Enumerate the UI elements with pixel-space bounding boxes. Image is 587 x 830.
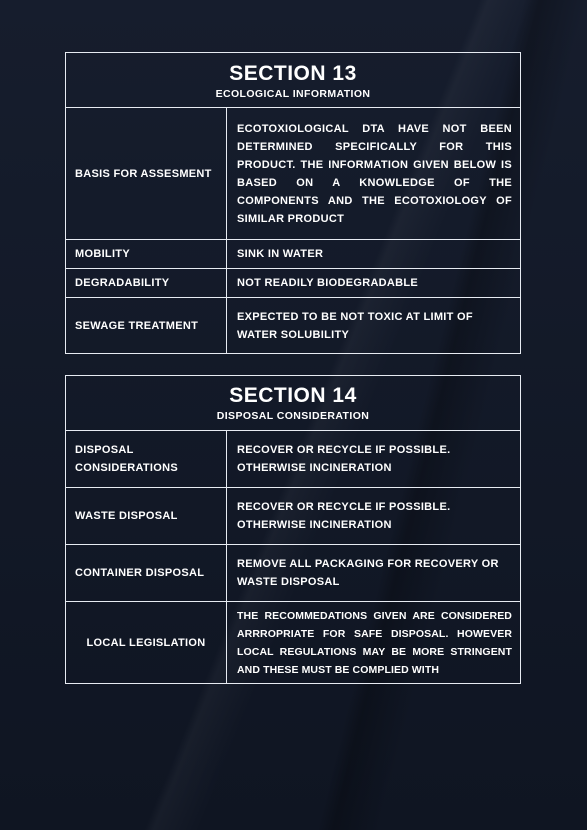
row-value: RECOVER OR RECYCLE IF POSSIBLE. OTHERWISE INCINERATION	[237, 501, 451, 531]
row-value: REMOVE ALL PACKAGING FOR RECOVERY OR WASTE DISPOSAL	[237, 558, 499, 588]
row-label: SEWAGE TREATMENT	[66, 298, 227, 353]
section-13-table	[65, 52, 521, 354]
section-13-subtitle: ECOLOGICAL INFORMATION	[215, 88, 371, 100]
row-label: BASIS FOR ASSESMENT	[66, 108, 227, 239]
row-value: SINK IN WATER	[237, 248, 324, 260]
row-value: RECOVER OR RECYCLE IF POSSIBLE. OTHERWISE INCINERATION	[237, 444, 451, 474]
section-14-title: SECTION 14	[229, 384, 357, 407]
table-row-local-legislation	[66, 602, 520, 683]
row-value: ECOTOXIOLOGICAL DTA HAVE NOT BEEN DETERMINED SPECIFICALLY FOR THIS PRODUCT. THE INFORMATION GIVEN BELOW IS BASED ON A KNOWLEDGE OF THE COMPONENTS AND THE ECOTOXIOLOGY OF SIMILAR PRODUCT	[237, 122, 512, 225]
row-label: MOBILITY	[66, 240, 227, 268]
row-label: CONTAINER DISPOSAL	[66, 545, 227, 601]
section-14-table	[65, 375, 521, 684]
table-row-mobility	[66, 240, 520, 269]
table-row-waste-disposal	[66, 488, 520, 545]
table-row-basis	[66, 108, 520, 240]
section-13-title: SECTION 13	[229, 62, 357, 85]
row-label: DISPOSAL CONSIDERATIONS	[66, 431, 227, 487]
table-row-degradability	[66, 269, 520, 298]
section-14-header	[66, 376, 520, 431]
section-13-header	[66, 53, 520, 108]
row-value: EXPECTED TO BE NOT TOXIC AT LIMIT OF WATER SOLUBILITY	[237, 310, 473, 341]
row-value: THE RECOMMEDATIONS GIVEN ARE CONSIDERED ARRROPRIATE FOR SAFE DISPOSAL. HOWEVER LOCAL REGULATIONS MAY BE MORE STRINGENT AND THESE MUST BE COMPLIED WITH	[237, 609, 512, 676]
table-row-disposal-considerations	[66, 431, 520, 488]
row-value: NOT READILY BIODEGRADABLE	[237, 277, 419, 289]
row-label: LOCAL LEGISLATION	[66, 602, 227, 683]
section-14-subtitle: DISPOSAL CONSIDERATION	[216, 410, 370, 422]
row-label: WASTE DISPOSAL	[66, 488, 227, 544]
table-row-container-disposal	[66, 545, 520, 602]
table-row-sewage	[66, 298, 520, 353]
row-label: DEGRADABILITY	[66, 269, 227, 297]
